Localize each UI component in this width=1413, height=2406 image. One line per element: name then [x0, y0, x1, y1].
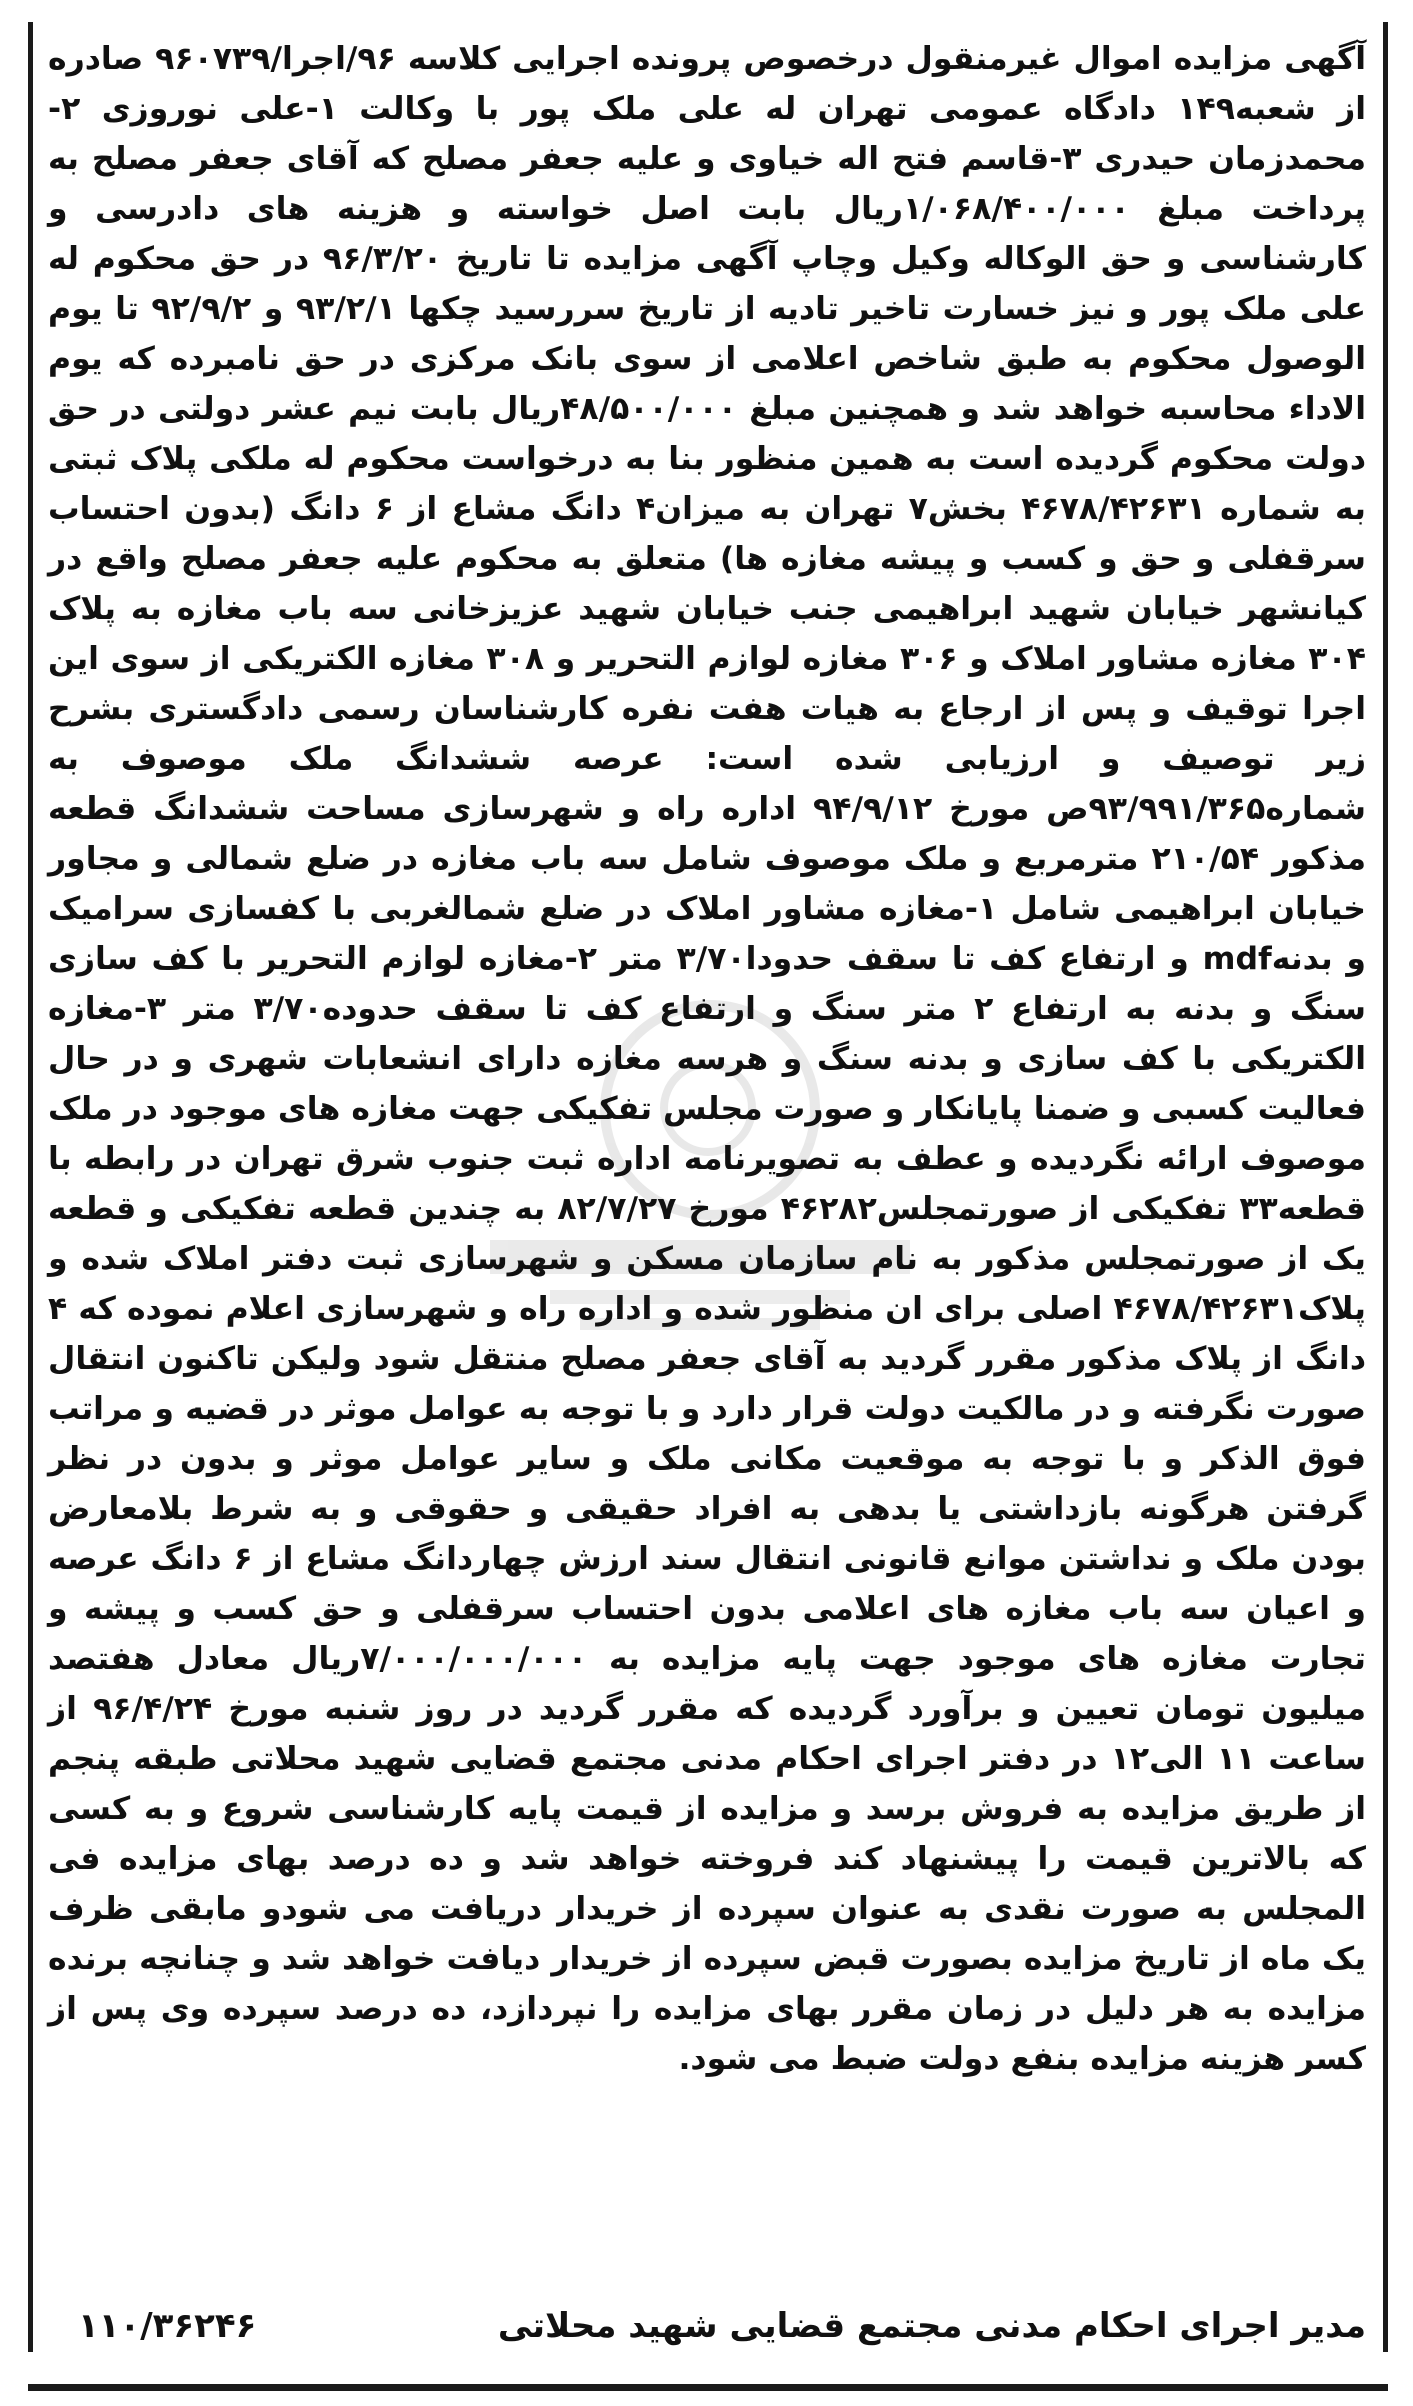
frame-right-border — [1383, 22, 1388, 2352]
signature-row — [48, 2296, 1366, 2356]
signature-title: مدیر اجرای احکام مدنی مجتمع قضایی شهید محلاتی — [497, 2306, 1366, 2346]
frame-left-border — [28, 22, 33, 2352]
frame-bottom-border — [28, 2384, 1388, 2391]
notice-body-text: آگهی مزایده اموال غیرمنقول درخصوص پرونده اجرایی کلاسه ۹۶/اجرا/۹۶۰۷۳۹ صادره از شعبه۱۴۹ دادگاه عمومی تهران له علی ملک پور با وکالت ۱-علی نوروزی ۲-محمدزمان حیدری ۳-قاسم فتح اله خیاوی و علیه جعفر مصلح که آقای جعفر مصلح به پرداخت مبلغ ۱/۰۶۸/۴۰۰/۰۰۰ریال بابت اصل خواسته و هزینه های دادرسی و کارشناسی و حق الوکاله وکیل وچاپ آگهی مزایده تا تاریخ ۹۶/۳/۲۰ در حق محکوم له علی ملک پور و نیز خسارت تاخیر تادیه از تاریخ سررسید چکها ۹۳/۲/۱ و ۹۲/۹/۲ تا یوم الوصول محکوم به طبق شاخص اعلامی از سوی بانک مرکزی در حق نامبرده که یوم الاداء محاسبه خواهد شد و همچنین مبلغ ۴۸/۵۰۰/۰۰۰ریال بابت نیم عشر دولتی در حق دولت محکوم گردیده است به همین منظور بنا به درخواست محکوم له ملکی پلاک ثبتی به شماره ۴۶۷۸/۴۲۶۳۱ بخش۷ تهران به میزان۴ دانگ مشاع از ۶ دانگ (بدون احتساب سرقفلی و حق و کسب و پیشه مغازه ها) متعلق به محکوم علیه جعفر مصلح واقع در کیانشهر خیابان شهید ابراهیمی جنب خیابان شهید عزیزخانی سه باب مغازه به پلاک ۳۰۴ مغازه مشاور املاک و ۳۰۶ مغازه لوازم التحریر و ۳۰۸ مغازه الکتریکی از سوی این اجرا توقیف و پس از ارجاع به هیات هفت نفره کارشناسان رسمی دادگستری بشرح زیر توصیف و ارزیابی شده است: عرصه ششدانگ ملک موصوف به شماره۹۳/۹۹۱/۳۶۵ص مورخ ۹۴/۹/۱۲ اداره راه و شهرسازی مساحت ششدانگ قطعه مذکور ۲۱۰/۵۴ مترمربع و ملک موصوف شامل سه باب مغازه در ضلع شمالی و مجاور خیابان ابراهیمی شامل ۱-مغازه مشاور املاک در ضلع شمالغربی با کفسازی سرامیک و بدنهmdf و ارتفاع کف تا سقف حدودا۳/۷۰ متر ۲-مغازه لوازم التحریر با کف سازی سنگ و بدنه به ارتفاع ۲ متر سنگ و ارتفاع کف تا سقف حدوده۳/۷۰ متر ۳-مغازه الکتریکی با کف سازی و بدنه سنگ و هرسه مغازه دارای انشعابات شهری و در حال فعالیت کسبی و ضمنا پایانکار و صورت مجلس تفکیکی جهت مغازه های موجود در ملک موصوف ارائه نگردیده و عطف به تصویرنامه اداره ثبت جنوب شرق تهران در رابطه با قطعه۳۳ تفکیکی از صورتمجلس۴۶۲۸۲ مورخ ۸۲/۷/۲۷ به چندین قطعه تفکیکی و قطعه یک از صورتمجلس مذکور به نام سازمان مسکن و شهرسازی ثبت دفتر املاک شده و پلاک۴۶۷۸/۴۲۶۳۱ اصلی برای ان منظور شده و اداره راه و شهرسازی اعلام نموده که ۴ دانگ از پلاک مذکور مقرر گردید به آقای جعفر مصلح منتقل شود ولیکن تاکنون انتقال صورت نگرفته و در مالکیت دولت قرار دارد و با توجه به عوامل موثر در قضیه و مراتب فوق الذکر و با توجه به موقعیت مکانی ملک و سایر عوامل موثر و بدون در نظر گرفتن هرگونه بازداشتی یا بدهی به افراد حقیقی و حقوقی و به شرط بلامعارض بودن ملک و نداشتن موانع قانونی انتقال سند ارزش چهاردانگ مشاع از ۶ دانگ عرصه و اعیان سه باب مغازه های اعلامی بدون احتساب سرقفلی و حق کسب و پیشه و تجارت مغازه های موجود جهت پایه مزایده به ۷/۰۰۰/۰۰۰/۰۰۰ریال معادل هفتصد میلیون تومان تعیین و برآورد گردیده که مقرر گردید در روز شنبه مورخ ۹۶/۴/۲۴ از ساعت ۱۱ الی۱۲ در دفتر اجرای احکام مدنی مجتمع قضایی شهید محلاتی طبقه پنجم از طریق مزایده به فروش برسد و مزایده از قیمت پایه کارشناسی شروع و به کسی که بالاترین قیمت را پیشنهاد کند فروخته خواهد شد و ده درصد بهای مزایده فی المجلس به صورت نقدی به عنوان سپرده از خریدار دریافت می شودو مابقی ظرف یک ماه از تاریخ مزایده بصورت قبض سپرده از خریدار دیافت خواهد شد و چنانچه برنده مزایده به هر دلیل در زمان مقرر بهای مزایده را نپردازد، ده درصد سپرده وی پس از کسر هزینه مزایده بنفع دولت ضبط می شود. — [48, 41, 1367, 2077]
notice-number: ۱۱۰/۳۶۲۴۶ — [78, 2306, 257, 2346]
